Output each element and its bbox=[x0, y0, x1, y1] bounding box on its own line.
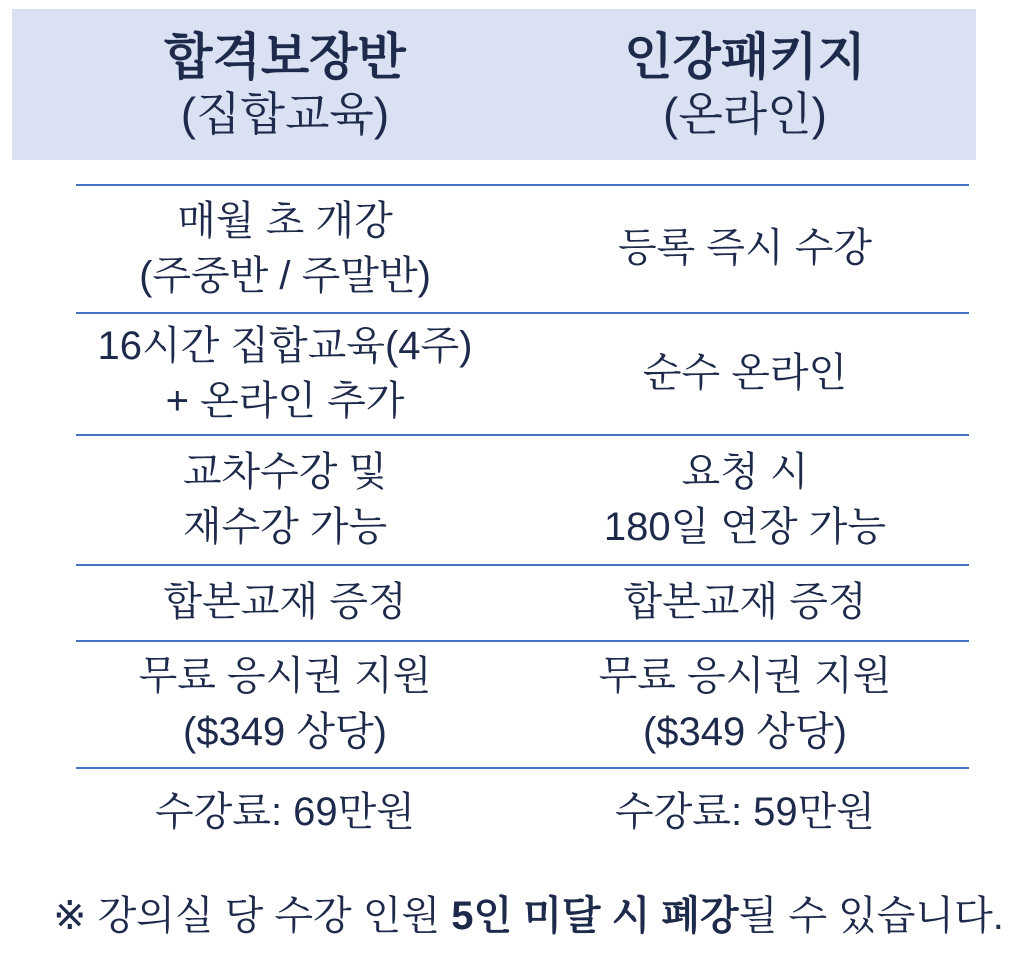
guarantee-class-cell bbox=[55, 566, 515, 640]
cell-line: ($349 상당) bbox=[182, 709, 388, 754]
footnote-bold-text: 5인 미달 시 폐강 bbox=[451, 894, 739, 938]
cell-line: 교차수강 및 bbox=[182, 449, 388, 494]
cell-line: 요청 시 bbox=[681, 449, 809, 494]
cell-line: 재수강 가능 bbox=[182, 505, 388, 549]
cell-line: 수강료: 69만원 bbox=[155, 790, 415, 835]
online-package-cell bbox=[515, 642, 975, 767]
table-row-format bbox=[55, 314, 975, 434]
cell-line: 등록 즉시 수강 bbox=[617, 226, 873, 271]
table-header bbox=[55, 9, 975, 160]
online-package-cell bbox=[515, 314, 975, 434]
table-row-retake-policy bbox=[55, 436, 975, 564]
footnote bbox=[53, 889, 1004, 943]
online-package-cell bbox=[515, 566, 975, 640]
cell-line: 합본교재 증정 bbox=[163, 580, 407, 625]
cell-line: 무료 응시권 지원 bbox=[138, 654, 432, 699]
column-title: 인강패키지 bbox=[624, 29, 866, 86]
online-package-cell bbox=[515, 769, 975, 857]
footnote-text: 될 수 있습니다. bbox=[738, 894, 1004, 938]
cell-line: + 온라인 추가 bbox=[165, 379, 405, 423]
footnote-text: ※ 강의실 당 수강 인원 bbox=[53, 894, 452, 938]
cell-line: 순수 온라인 bbox=[642, 351, 848, 396]
guarantee-class-cell bbox=[55, 314, 515, 434]
cell-line: 무료 응시권 지원 bbox=[598, 654, 892, 699]
cell-line: 16시간 집합교육(4주) bbox=[97, 323, 473, 368]
column-title: 합격보장반 bbox=[164, 29, 406, 86]
table-row-exam-voucher bbox=[55, 642, 975, 767]
column-subtitle: (집합교육) bbox=[180, 88, 390, 141]
table-row-schedule bbox=[55, 186, 975, 312]
column-subtitle: (온라인) bbox=[663, 88, 827, 141]
online-package-cell bbox=[515, 186, 975, 312]
cell-line: ($349 상당) bbox=[642, 709, 848, 754]
cell-line: 매월 초 개강 bbox=[177, 198, 393, 243]
cell-line: 합본교재 증정 bbox=[623, 580, 867, 625]
guarantee-class-cell bbox=[55, 642, 515, 767]
table-row-textbook bbox=[55, 566, 975, 640]
guarantee-class-cell bbox=[55, 186, 515, 312]
guarantee-class-cell bbox=[55, 769, 515, 857]
online-package-cell bbox=[515, 436, 975, 564]
table-row-tuition bbox=[55, 769, 975, 857]
cell-line: 수강료: 59만원 bbox=[615, 790, 875, 835]
cell-line: 180일 연장 가능 bbox=[603, 505, 887, 549]
header-online-package bbox=[515, 9, 975, 160]
guarantee-class-cell bbox=[55, 436, 515, 564]
cell-line: (주중반 / 주말반) bbox=[139, 254, 431, 298]
header-pass-guarantee-class bbox=[55, 9, 515, 160]
